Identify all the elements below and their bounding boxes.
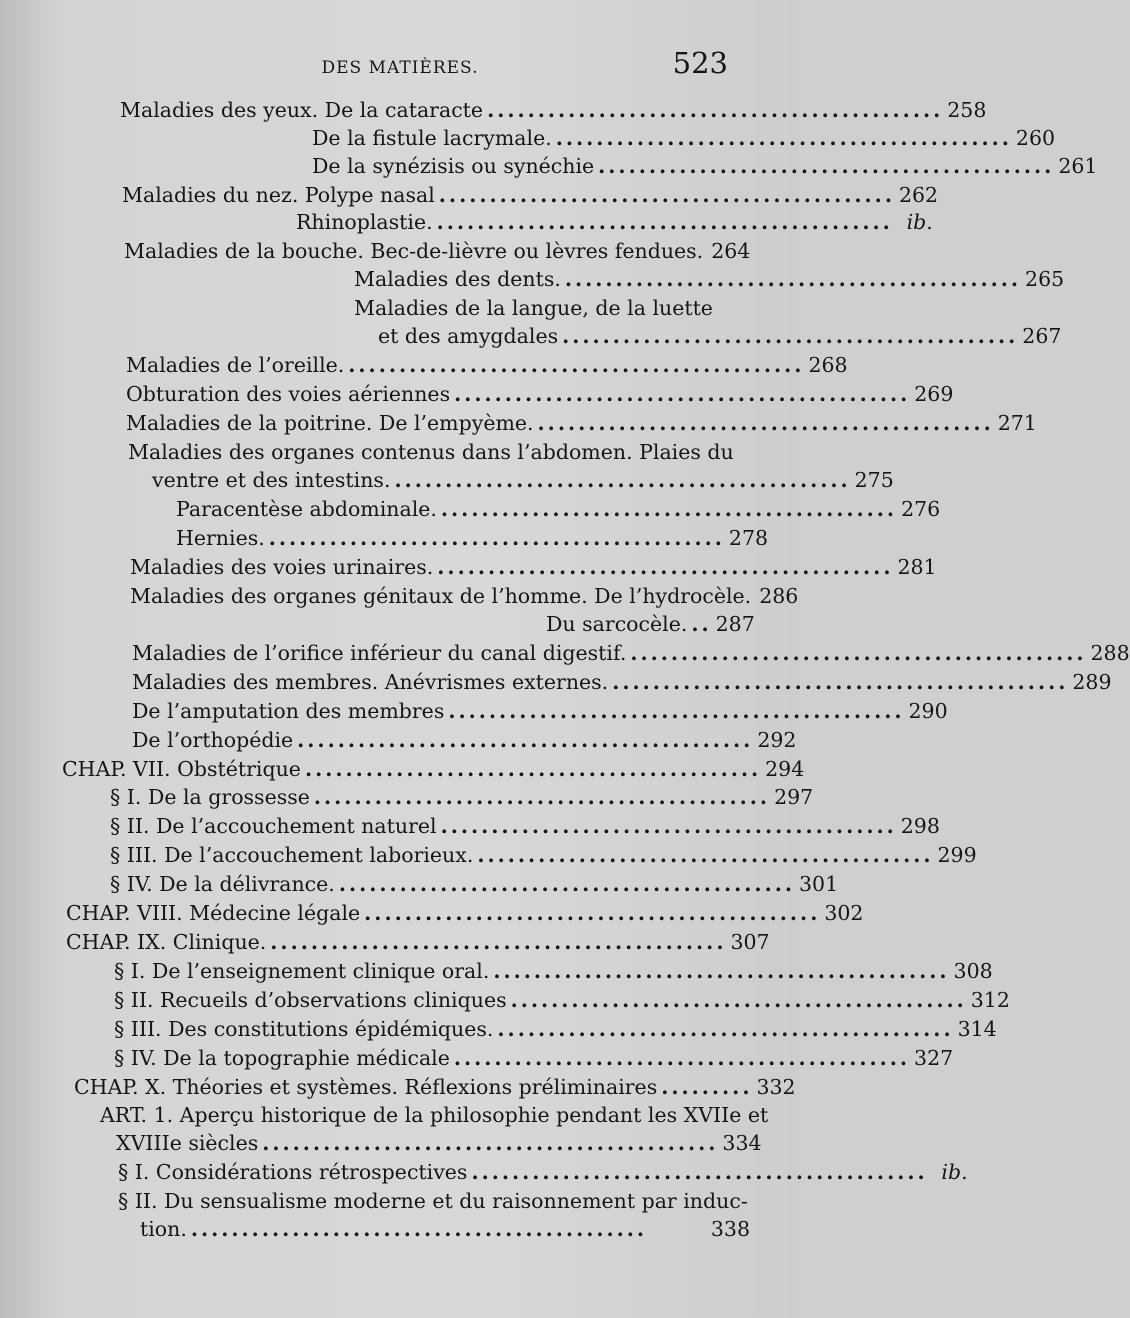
toc-entry: § I. Considérations rétrospectives ............................................. ib. — [118, 1160, 968, 1184]
toc-entry: ART. 1. Aperçu historique de la philosophie pendant les XVIIe et — [100, 1103, 769, 1127]
toc-entry: § IV. De la délivrance. ............................................. 301 — [110, 872, 839, 896]
toc-entry: Paracentèse abdominale. ............................................. 276 — [176, 497, 941, 521]
toc-entry: Maladies des organes contenus dans l’abdomen. Plaies du — [128, 440, 734, 464]
toc-entry: Maladies de la poitrine. De l’empyème. ............................................. 271 — [126, 411, 1037, 435]
toc-entry: Maladies des yeux. De la cataracte ............................................. 258 — [120, 98, 987, 122]
toc-entry: Obturation des voies aériennes ............................................. 269 — [126, 382, 954, 406]
toc-entry: § III. De l’accouchement laborieux. ............................................. 299 — [110, 843, 977, 867]
toc-entry: Maladies de l’orifice inférieur du canal digestif. ............................................. 288 — [132, 641, 1130, 665]
toc-entry: Maladies de la langue, de la luette — [354, 296, 713, 320]
toc-entry: CHAP. VII. Obstétrique ............................................. 294 — [62, 757, 805, 781]
toc-entry: § III. Des constitutions épidémiques. ............................................. 314 — [114, 1017, 997, 1041]
toc-entry: De la synézisis ou synéchie ............................................. 261 — [312, 154, 1098, 178]
toc-entry: Maladies de la bouche. Bec-de-lièvre ou lèvres fendues. 264 — [124, 239, 751, 263]
toc-entry: § II. De l’accouchement naturel ............................................. 298 — [110, 814, 940, 838]
toc-entry: Rhinoplastie. ............................................. ib. — [296, 210, 933, 234]
toc-entry: CHAP. X. Théories et systèmes. Réflexions préliminaires ......... 332 — [74, 1075, 796, 1099]
toc-entry: CHAP. IX. Clinique. ............................................. 307 — [66, 930, 770, 954]
toc-entry: Maladies du nez. Polype nasal ............................................. 262 — [122, 183, 939, 207]
toc-entry: Maladies de l’oreille. ............................................. 268 — [126, 353, 848, 377]
toc-entry: XVIIIe siècles ............................................. 334 — [116, 1131, 762, 1155]
toc-entry: et des amygdales ............................................. 267 — [378, 324, 1062, 348]
toc-entry: § IV. De la topographie médicale ............................................. 327 — [114, 1046, 954, 1070]
toc-entry: Maladies des organes génitaux de l’homme. De l’hydrocèle. 286 — [130, 584, 799, 608]
toc-entry: Maladies des voies urinaires. ............................................. 281 — [130, 555, 937, 579]
toc-entry: Maladies des membres. Anévrismes externes. ............................................. 289 — [132, 670, 1112, 694]
toc-entry: § I. De l’enseignement clinique oral. ............................................. 308 — [114, 959, 993, 983]
page-header-title: DES MATIÈRES. — [321, 58, 479, 78]
toc-entry: De la fistule lacrymale. ............................................. 260 — [312, 126, 1056, 150]
toc-entry: CHAP. VIII. Médecine légale ............................................. 302 — [66, 901, 864, 925]
toc-entry: ventre et des intestins. ............................................. 275 — [152, 468, 894, 492]
toc-entry: Du sarcocèle. .. 287 — [546, 612, 755, 636]
toc-entry: Maladies des dents. ............................................. 265 — [354, 267, 1065, 291]
toc-entry: § II. Du sensualisme moderne et du raisonnement par induc- — [118, 1189, 748, 1213]
toc-entry: De l’orthopédie ............................................. 292 — [132, 728, 797, 752]
toc-entry: § I. De la grossesse ............................................. 297 — [110, 785, 814, 809]
toc-entry: Hernies. ............................................. 278 — [176, 526, 769, 550]
toc-entry: De l’amputation des membres ............................................. 290 — [132, 699, 948, 723]
toc-entry: § II. Recueils d’observations cliniques ............................................. 312 — [114, 988, 1010, 1012]
toc-entry: tion. ............................................. 338 — [140, 1217, 750, 1241]
page-number: 523 — [672, 46, 728, 80]
